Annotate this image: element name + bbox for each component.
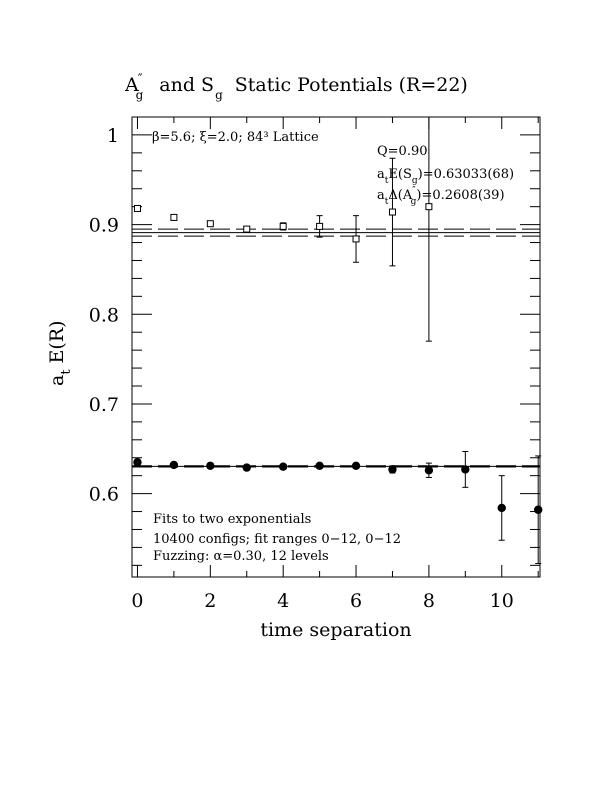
- x-tick-label: 8: [422, 590, 435, 612]
- data-point-circle: [243, 463, 251, 471]
- data-point-circle: [170, 461, 178, 469]
- x-tick-label: 4: [277, 590, 290, 612]
- data-point-circle: [315, 462, 323, 470]
- y-tick-label: 0.8: [88, 304, 119, 327]
- data-point-square: [353, 236, 359, 242]
- y-tick-label: 0.6: [88, 483, 119, 506]
- x-axis-label: time separation: [260, 619, 412, 641]
- x-tick-label: 10: [489, 590, 514, 612]
- fit-bands: [132, 229, 540, 467]
- fits-annotation: Fits to two exponentials: [153, 512, 312, 527]
- x-tick-label: 0: [131, 590, 144, 612]
- y-tick-label: 0.9: [88, 214, 119, 237]
- data-point-square: [426, 204, 432, 210]
- data-point-circle: [133, 458, 141, 466]
- chart-title: A″ g and $S_g$ Static Potentials (R=22): [125, 72, 468, 102]
- data-point-circle: [425, 466, 433, 474]
- lattice-annotation: β=5.6; ξ=2.0; 84³ Lattice: [152, 130, 319, 145]
- data-point-square: [317, 223, 323, 229]
- data-point-square: [171, 214, 177, 220]
- plot-frame: [132, 117, 540, 577]
- y-tick-label: 1: [106, 124, 119, 147]
- data-point-circle: [279, 463, 287, 471]
- energy-sg-annotation: $a_tE(S_g)=0.63033(68)$: [377, 167, 515, 186]
- data-point-square: [134, 205, 140, 211]
- y-tick-label: 0.7: [88, 393, 119, 416]
- data-point-square: [389, 209, 395, 215]
- data-point-square: [244, 226, 250, 232]
- data-point-circle: [206, 462, 214, 470]
- delta-ag-annotation: $a_t\Delta(A''$ g)=0.2608(39): [377, 186, 505, 207]
- data-point-circle: [352, 462, 360, 470]
- data-point-square: [280, 223, 286, 229]
- data-point-circle: [498, 504, 506, 512]
- fuzzing-annotation: Fuzzing: α=0.30, 12 levels: [153, 549, 329, 564]
- data-point-circle: [534, 506, 542, 514]
- q-annotation: Q=0.90: [377, 144, 428, 159]
- x-tick-label: 6: [349, 590, 363, 612]
- data-point-circle: [461, 465, 469, 473]
- y-axis-label: $a_tE(R)$: [46, 320, 74, 386]
- data-point-circle: [388, 465, 396, 473]
- x-tick-label: 2: [204, 590, 217, 612]
- data-point-square: [207, 221, 213, 227]
- configs-annotation: 10400 configs; fit ranges 0−12, 0−12: [153, 532, 402, 547]
